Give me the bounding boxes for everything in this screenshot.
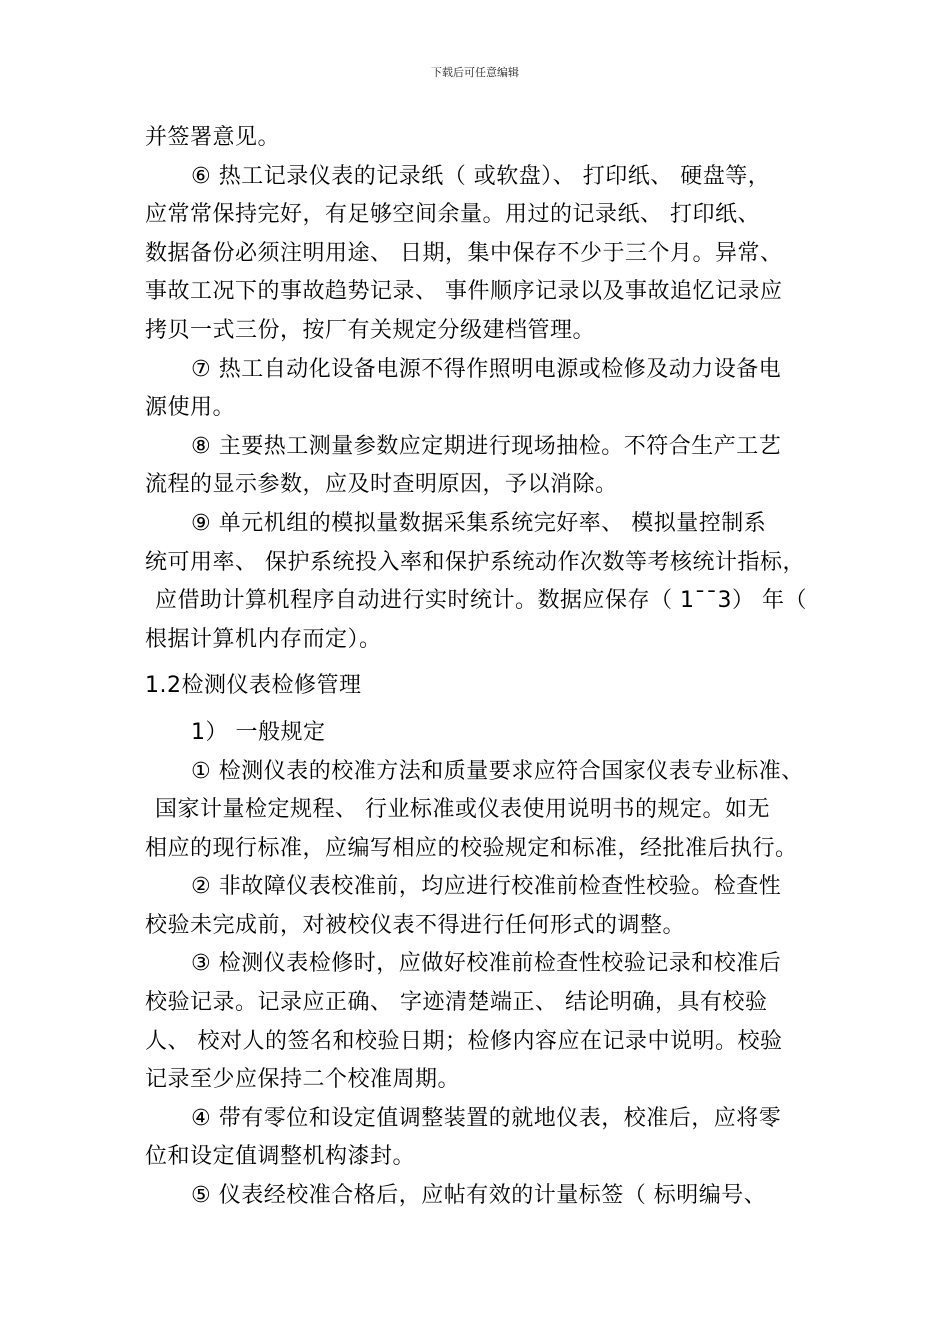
text-line: 事故工况下的事故趋势记录、 事件顺序记录以及事故追忆记录应 bbox=[145, 279, 783, 305]
text-line: 数据备份必须注明用途、 日期，集中保存不少于三个月。异常、 bbox=[145, 240, 783, 266]
text-line: ① 检测仪表的校准方法和质量要求应符合国家仪表专业标准、 bbox=[191, 758, 804, 784]
text-line: 校验未完成前，对被校仪表不得进行任何形式的调整。 bbox=[145, 912, 686, 938]
text-line: 并签署意见。 bbox=[145, 125, 281, 150]
text-line: 国家计量检定规程、 行业标准或仪表使用说明书的规定。如无 bbox=[155, 797, 770, 823]
text-line: ③ 检测仪表检修时，应做好校准前检查性校验记录和校准后 bbox=[191, 951, 782, 977]
text-line: ⑥ 热工记录仪表的记录纸（ 或软盘）、 打印纸、 硬盘等， bbox=[191, 163, 771, 189]
subsection-heading: 1） 一般规定 bbox=[191, 719, 326, 745]
text-line: ⑨ 单元机组的模拟量数据采集系统完好率、 模拟量控制系 bbox=[191, 510, 767, 536]
section-heading: 1.2检测仪表检修管理 bbox=[145, 673, 362, 699]
text-line: 统可用率、 保护系统投入率和保护系统动作次数等考核统计指标， bbox=[145, 549, 805, 575]
text-line: 源使用。 bbox=[145, 395, 236, 421]
text-line: 根据计算机内存而定）。 bbox=[145, 626, 382, 652]
text-line: 记录至少应保持二个校准周期。 bbox=[145, 1067, 461, 1093]
text-line: 应借助计算机程序自动进行实时统计。数据应保存（ 1¯¯3） 年（ bbox=[155, 588, 807, 614]
text-line: 相应的现行标准，应编写相应的校验规定和标准，经批准后执行。 bbox=[145, 835, 798, 861]
text-line: 人、 校对人的签名和校验日期；检修内容应在记录中说明。校验 bbox=[145, 1028, 783, 1054]
text-line: ⑧ 主要热工测量参数应定期进行现场抽检。不符合生产工艺 bbox=[191, 433, 782, 459]
text-line: ⑤ 仪表经校准合格后，应帖有效的计量标签（ 标明编号、 bbox=[191, 1183, 767, 1209]
page-header: 下载后可任意编辑 bbox=[431, 66, 519, 79]
text-line: 位和设定值调整机构漆封。 bbox=[145, 1144, 416, 1170]
text-line: ⑦ 热工自动化设备电源不得作照明电源或检修及动力设备电 bbox=[191, 356, 782, 382]
text-line: 拷贝一式三份，按厂有关规定分级建档管理。 bbox=[145, 317, 596, 343]
text-line: 校验记录。记录应正确、 字迹清楚端正、 结论明确，具有校验 bbox=[145, 990, 768, 1016]
text-line: ② 非故障仪表校准前，均应进行校准前检查性校验。检查性 bbox=[191, 874, 782, 900]
document-body bbox=[145, 119, 813, 1216]
text-line: 应常常保持完好，有足够空间余量。用过的记录纸、 打印纸、 bbox=[145, 202, 760, 228]
text-line: 流程的显示参数，应及时查明原因，予以消除。 bbox=[145, 472, 618, 498]
text-line: ④ 带有零位和设定值调整装置的就地仪表，校准后，应将零 bbox=[191, 1105, 782, 1131]
